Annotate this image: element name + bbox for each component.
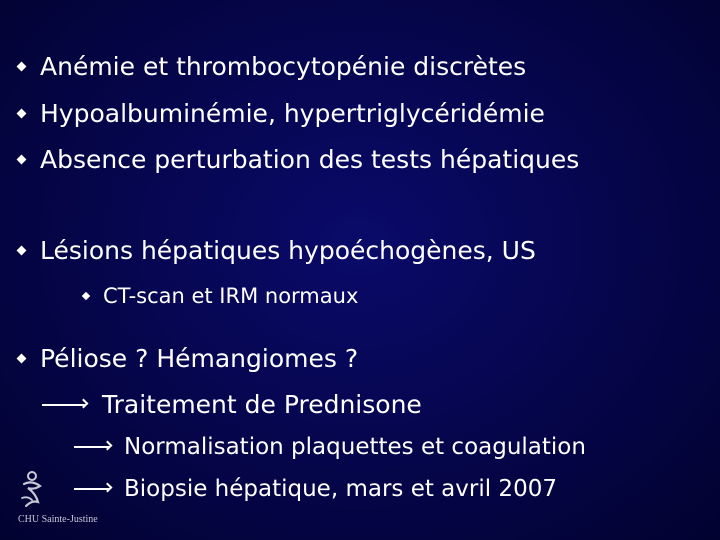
bullet-text: Absence perturbation des tests hépatiques [40, 145, 580, 174]
diamond-bullet-icon [17, 155, 27, 165]
arrow-item-traitement [0, 390, 422, 419]
diamond-bullet-icon [17, 109, 27, 119]
bullet-item-lesions [0, 236, 536, 265]
bullet-text: Péliose ? Hémangiomes ? [40, 344, 359, 373]
bullet-item-peliose [0, 344, 358, 373]
arrow-item-normalisation [0, 434, 586, 460]
arrow-text: Traitement de Prednisone [102, 390, 422, 419]
arrow-text: Normalisation plaquettes et coagulation [124, 434, 586, 460]
bullet-text: Lésions hépatiques hypoéchogènes, US [40, 236, 536, 265]
logo-figure-icon [18, 470, 48, 512]
bullet-text: Anémie et thrombocytopénie discrètes [40, 52, 527, 81]
bullet-item-absence-perturbation [0, 145, 579, 174]
bullet-text: Hypoalbuminémie, hypertriglycéridémie [40, 99, 545, 128]
diamond-bullet-icon [17, 354, 27, 364]
sub-bullet-text: CT-scan et IRM normaux [103, 284, 359, 308]
bullet-item-anemie [0, 52, 526, 81]
right-arrow-icon [42, 404, 86, 406]
diamond-bullet-icon [17, 62, 27, 72]
bullet-item-hypoalbuminemie [0, 99, 545, 128]
chu-sainte-justine-logo [18, 470, 113, 530]
sub-bullet-item-ct-irm [0, 284, 358, 308]
diamond-bullet-icon [17, 246, 27, 256]
arrow-text: Biopsie hépatique, mars et avril 2007 [124, 476, 557, 502]
logo-text: CHU Sainte-Justine [18, 514, 98, 525]
right-arrow-icon [74, 446, 110, 448]
diamond-bullet-icon [82, 292, 90, 300]
